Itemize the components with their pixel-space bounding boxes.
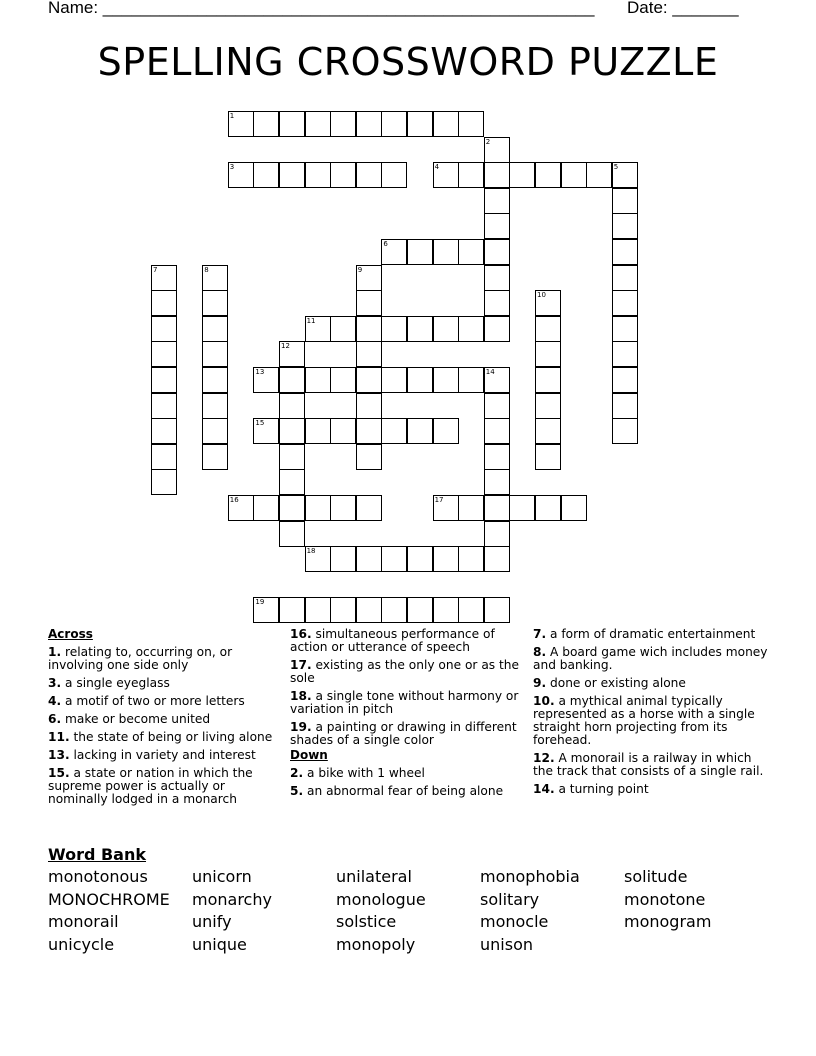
crossword-cell[interactable] [458, 495, 484, 521]
clue-item-text: an abnormal fear of being alone [303, 784, 504, 798]
crossword-cell[interactable] [458, 546, 484, 572]
crossword-cell[interactable] [458, 111, 484, 137]
crossword-cell[interactable] [279, 469, 305, 495]
clue-item [533, 752, 773, 778]
crossword-cell[interactable] [612, 213, 638, 239]
crossword-cell[interactable] [356, 444, 382, 470]
crossword-cell[interactable] [433, 239, 459, 265]
clue-number: 9 [357, 265, 363, 274]
crossword-cell[interactable] [484, 546, 510, 572]
clue-item-number: 15. [48, 766, 70, 780]
crossword-cell[interactable] [356, 546, 382, 572]
word-bank-word: solitary [480, 889, 540, 909]
crossword-cell[interactable] [484, 188, 510, 214]
crossword-cell[interactable] [433, 495, 459, 521]
crossword-cell[interactable] [330, 597, 356, 623]
clue-item-text: A monorail is a railway in which the track that consists of a single rail. [533, 751, 764, 778]
word-bank-word: unify [192, 912, 232, 931]
crossword-cell[interactable] [484, 521, 510, 547]
crossword-cell[interactable] [484, 367, 510, 393]
clue-item-text: a state or nation in which the supreme power is actually or nominally lodged in a monarch [48, 766, 253, 806]
crossword-cell[interactable] [202, 265, 228, 291]
crossword-cell[interactable] [458, 239, 484, 265]
crossword-cell[interactable] [279, 418, 305, 444]
clue-item-text: existing as the only one or as the sole [290, 658, 520, 685]
crossword-cell[interactable] [433, 316, 459, 342]
word-bank-word: unicorn [192, 867, 252, 886]
crossword-cell[interactable] [151, 265, 177, 291]
clue-item [533, 646, 773, 672]
crossword-cell[interactable] [356, 495, 382, 521]
clue-item [290, 767, 520, 780]
crossword-cell[interactable] [305, 367, 331, 393]
crossword-cell[interactable] [612, 162, 638, 188]
clue-number: 14 [485, 368, 495, 376]
across-heading: Across [48, 627, 93, 641]
crossword-cell[interactable] [330, 111, 356, 137]
crossword-cell[interactable] [484, 239, 510, 265]
crossword-cell[interactable] [279, 444, 305, 470]
clue-item-text: make or become united [61, 712, 211, 726]
clue-item-text: a bike with 1 wheel [303, 766, 425, 780]
clue-item [48, 767, 273, 806]
crossword-cell[interactable] [484, 213, 510, 239]
clue-number: 12 [281, 342, 290, 351]
word-bank-word: solitude [624, 867, 688, 886]
clue-item-number: 4. [48, 694, 62, 708]
clue-item-text: simultaneous performance of action or utterance of speech [290, 627, 495, 654]
crossword-cell[interactable] [612, 265, 638, 291]
crossword-cell[interactable] [356, 111, 382, 137]
clue-number: 3 [229, 163, 235, 172]
word-bank-word: monotone [624, 889, 706, 909]
clue-item [290, 690, 520, 716]
word-bank-word: monotonous [48, 867, 148, 886]
crossword-cell[interactable] [612, 316, 638, 342]
crossword-cell[interactable] [612, 367, 638, 393]
crossword-cell[interactable] [535, 367, 561, 393]
crossword-cell[interactable] [228, 111, 254, 137]
clue-item [48, 695, 273, 708]
crossword-cell[interactable] [612, 341, 638, 367]
crossword-cell[interactable] [535, 393, 561, 419]
crossword-cell[interactable] [253, 418, 279, 444]
crossword-cell[interactable] [356, 418, 382, 444]
clue-item [48, 731, 273, 744]
crossword-cell[interactable] [407, 418, 433, 444]
clue-item-number: 12. [533, 751, 555, 765]
clue-item [290, 659, 520, 685]
clue-number: 16 [229, 496, 239, 504]
crossword-cell[interactable] [535, 418, 561, 444]
word-bank-word: unique [192, 934, 247, 954]
clue-item-number: 17. [290, 658, 312, 672]
crossword-cell[interactable] [612, 290, 638, 316]
down-heading: Down [290, 748, 328, 762]
clue-item-number: 3. [48, 676, 62, 690]
crossword-cell[interactable] [202, 367, 228, 393]
crossword-cell[interactable] [202, 290, 228, 316]
clue-item-text: a motif of two or more letters [61, 694, 245, 708]
crossword-cell[interactable] [612, 188, 638, 214]
crossword-cell[interactable] [433, 418, 459, 444]
word-bank-column [480, 866, 580, 956]
crossword-cell[interactable] [381, 418, 407, 444]
crossword-cell[interactable] [484, 162, 510, 188]
clue-item-number: 19. [290, 720, 312, 734]
crossword-cell[interactable] [305, 418, 331, 444]
clue-item-number: 18. [290, 689, 312, 703]
clue-item-number: 6. [48, 712, 62, 726]
crossword-cell[interactable] [356, 597, 382, 623]
crossword-cell[interactable] [509, 495, 535, 521]
clue-item-number: 10. [533, 694, 555, 708]
clue-number: 11 [306, 316, 316, 325]
clue-number: 13 [255, 368, 265, 376]
crossword-cell[interactable] [407, 316, 433, 342]
crossword-cell[interactable] [228, 162, 254, 188]
clue-number: 17 [434, 496, 444, 504]
clue-item-text: the state of being or living alone [69, 730, 273, 744]
crossword-cell[interactable] [151, 418, 177, 444]
crossword-cell[interactable] [484, 444, 510, 470]
crossword-cell[interactable] [330, 162, 356, 188]
clue-number: 15 [255, 419, 265, 428]
word-bank-word: monogram [624, 912, 712, 931]
crossword-cell[interactable] [484, 495, 510, 521]
crossword-cell[interactable] [407, 239, 433, 265]
crossword-cell[interactable] [330, 418, 356, 444]
clues-column-2 [290, 628, 520, 798]
crossword-cell[interactable] [253, 367, 279, 393]
word-bank-word: monopoly [336, 934, 416, 954]
crossword-cell[interactable] [305, 546, 331, 572]
date-field-label: Date: _______ [627, 0, 739, 17]
crossword-cell[interactable] [535, 341, 561, 367]
clue-item-text: a painting or drawing in different shades of a single color [290, 720, 517, 747]
crossword-cell[interactable] [202, 444, 228, 470]
crossword-cell[interactable] [253, 495, 279, 521]
crossword-cell[interactable] [151, 290, 177, 316]
crossword-cell[interactable] [305, 597, 331, 623]
clue-item-number: 1. [48, 645, 62, 659]
word-bank-word: monocle [480, 912, 549, 931]
crossword-cell[interactable] [484, 469, 510, 495]
crossword-cell[interactable] [151, 316, 177, 342]
clue-number: 5 [613, 163, 619, 172]
crossword-cell[interactable] [279, 162, 305, 188]
clue-item-text: a single tone without harmony or variation in pitch [290, 689, 519, 716]
clue-item [48, 749, 273, 762]
clue-item [290, 628, 520, 654]
crossword-cell[interactable] [484, 137, 510, 163]
crossword-cell[interactable] [535, 444, 561, 470]
crossword-cell[interactable] [484, 418, 510, 444]
clue-item-number: 11. [48, 730, 70, 744]
crossword-cell[interactable] [151, 444, 177, 470]
word-bank-title: Word Bank [48, 845, 147, 864]
clue-number: 7 [153, 265, 158, 274]
clues-column-3 [533, 628, 773, 796]
clue-item [290, 785, 520, 798]
crossword-cell[interactable] [151, 367, 177, 393]
crossword-cell[interactable] [433, 111, 459, 137]
clue-item [48, 646, 273, 672]
clue-number: 1 [229, 112, 235, 120]
crossword-cell[interactable] [458, 162, 484, 188]
word-bank-word: monorail [48, 912, 119, 931]
clue-item-text: done or existing alone [546, 676, 686, 690]
crossword-cell[interactable] [381, 597, 407, 623]
crossword-cell[interactable] [356, 162, 382, 188]
clue-item-number: 5. [290, 784, 304, 798]
clue-item-text: relating to, occurring on, or involving one side only [48, 645, 233, 672]
crossword-cell[interactable] [535, 290, 561, 316]
clue-item [533, 677, 773, 690]
crossword-cell[interactable] [484, 597, 510, 623]
crossword-cell[interactable] [305, 111, 331, 137]
word-bank-column [336, 866, 426, 956]
clue-item-number: 8. [533, 645, 547, 659]
crossword-cell[interactable] [356, 393, 382, 419]
clue-item [533, 628, 773, 641]
clue-item-number: 13. [48, 748, 70, 762]
crossword-cell[interactable] [509, 162, 535, 188]
word-bank-word: monologue [336, 889, 426, 909]
crossword-cell[interactable] [561, 162, 587, 188]
crossword-cell[interactable] [356, 367, 382, 393]
word-bank-word: solstice [336, 912, 397, 931]
word-bank-word: unicycle [48, 934, 115, 954]
clue-item-text: lacking in variety and interest [69, 748, 256, 762]
crossword-cell[interactable] [253, 162, 279, 188]
clue-item-number: 16. [290, 627, 312, 641]
crossword-cell[interactable] [407, 367, 433, 393]
word-bank-word: unison [480, 934, 533, 954]
page-title: SPELLING CROSSWORD PUZZLE [97, 40, 719, 84]
crossword-cell[interactable] [202, 393, 228, 419]
crossword-cell[interactable] [202, 418, 228, 444]
crossword-cell[interactable] [279, 393, 305, 419]
crossword-cell[interactable] [484, 316, 510, 342]
crossword-cell[interactable] [356, 265, 382, 291]
crossword-cell[interactable] [381, 316, 407, 342]
crossword-cell[interactable] [612, 239, 638, 265]
crossword-cell[interactable] [305, 162, 331, 188]
clue-item-text: a form of dramatic entertainment [546, 627, 756, 641]
crossword-cell[interactable] [356, 341, 382, 367]
clue-item-text: a turning point [554, 782, 649, 796]
crossword-cell[interactable] [612, 418, 638, 444]
crossword-cell[interactable] [279, 521, 305, 547]
crossword-cell[interactable] [253, 111, 279, 137]
crossword-cell[interactable] [279, 111, 305, 137]
crossword-cell[interactable] [433, 546, 459, 572]
crossword-cell[interactable] [586, 162, 612, 188]
name-field-label: Name: ____________________________________________________ [48, 0, 595, 17]
crossword-cell[interactable] [202, 341, 228, 367]
crossword-cell[interactable] [381, 367, 407, 393]
crossword-cell[interactable] [458, 316, 484, 342]
clue-number: 8 [204, 265, 209, 274]
crossword-cell[interactable] [535, 495, 561, 521]
clue-item [533, 695, 773, 747]
clue-number: 19 [255, 598, 265, 607]
crossword-cell[interactable] [279, 367, 305, 393]
crossword-cell[interactable] [484, 393, 510, 419]
crossword-cell[interactable] [433, 597, 459, 623]
crossword-cell[interactable] [202, 316, 228, 342]
word-bank-column [192, 866, 272, 956]
crossword-cell[interactable] [433, 367, 459, 393]
clue-item [48, 677, 273, 690]
crossword-cell[interactable] [279, 341, 305, 367]
word-bank-column [624, 866, 711, 934]
clue-number: 4 [434, 163, 440, 172]
clue-item-text: A board game wich includes money and banking. [533, 645, 768, 672]
clue-number: 6 [383, 240, 388, 248]
crossword-cell[interactable] [535, 316, 561, 342]
crossword-cell[interactable] [279, 597, 305, 623]
crossword-cell[interactable] [305, 495, 331, 521]
crossword-cell[interactable] [330, 316, 356, 342]
crossword-cell[interactable] [561, 495, 587, 521]
word-bank-column [48, 866, 170, 956]
crossword-cell[interactable] [484, 290, 510, 316]
crossword-cell[interactable] [330, 367, 356, 393]
crossword-cell[interactable] [484, 265, 510, 291]
clue-number: 10 [537, 291, 546, 300]
crossword-cell[interactable] [381, 162, 407, 188]
crossword-cell[interactable] [151, 341, 177, 367]
clue-item-number: 7. [533, 627, 547, 641]
clue-item-number: 14. [533, 782, 555, 796]
word-bank-word: monophobia [480, 867, 580, 886]
word-bank-word: MONOCHROME [48, 889, 170, 909]
crossword-cell[interactable] [433, 162, 459, 188]
crossword-cell[interactable] [151, 469, 177, 495]
clue-number: 18 [306, 547, 316, 556]
crossword-cell[interactable] [253, 597, 279, 623]
clues-column-1 [48, 628, 273, 806]
crossword-cell[interactable] [407, 111, 433, 137]
crossword-cell[interactable] [279, 495, 305, 521]
clue-item-number: 2. [290, 766, 304, 780]
crossword-cell[interactable] [381, 239, 407, 265]
crossword-cell[interactable] [407, 546, 433, 572]
clue-item-text: a single eyeglass [61, 676, 170, 690]
crossword-cell[interactable] [305, 316, 331, 342]
crossword-cell[interactable] [381, 546, 407, 572]
word-bank-word: monarchy [192, 889, 272, 909]
clue-item [290, 721, 520, 747]
crossword-cell[interactable] [407, 597, 433, 623]
clue-item [48, 713, 273, 726]
crossword-cell[interactable] [228, 495, 254, 521]
crossword-cell[interactable] [535, 162, 561, 188]
clue-item-text: a mythical animal typically represented as a horse with a single straight horn projecting from its forehead. [533, 694, 755, 747]
crossword-cell[interactable] [381, 111, 407, 137]
crossword-cell[interactable] [458, 597, 484, 623]
crossword-cell[interactable] [356, 316, 382, 342]
clue-number: 2 [485, 137, 491, 146]
crossword-cell[interactable] [612, 393, 638, 419]
crossword-cell[interactable] [151, 393, 177, 419]
word-bank-word: unilateral [336, 867, 412, 886]
crossword-cell[interactable] [458, 367, 484, 393]
crossword-cell[interactable] [330, 546, 356, 572]
clue-item-number: 9. [533, 676, 547, 690]
crossword-cell[interactable] [330, 495, 356, 521]
clue-item [533, 783, 773, 796]
crossword-cell[interactable] [356, 290, 382, 316]
